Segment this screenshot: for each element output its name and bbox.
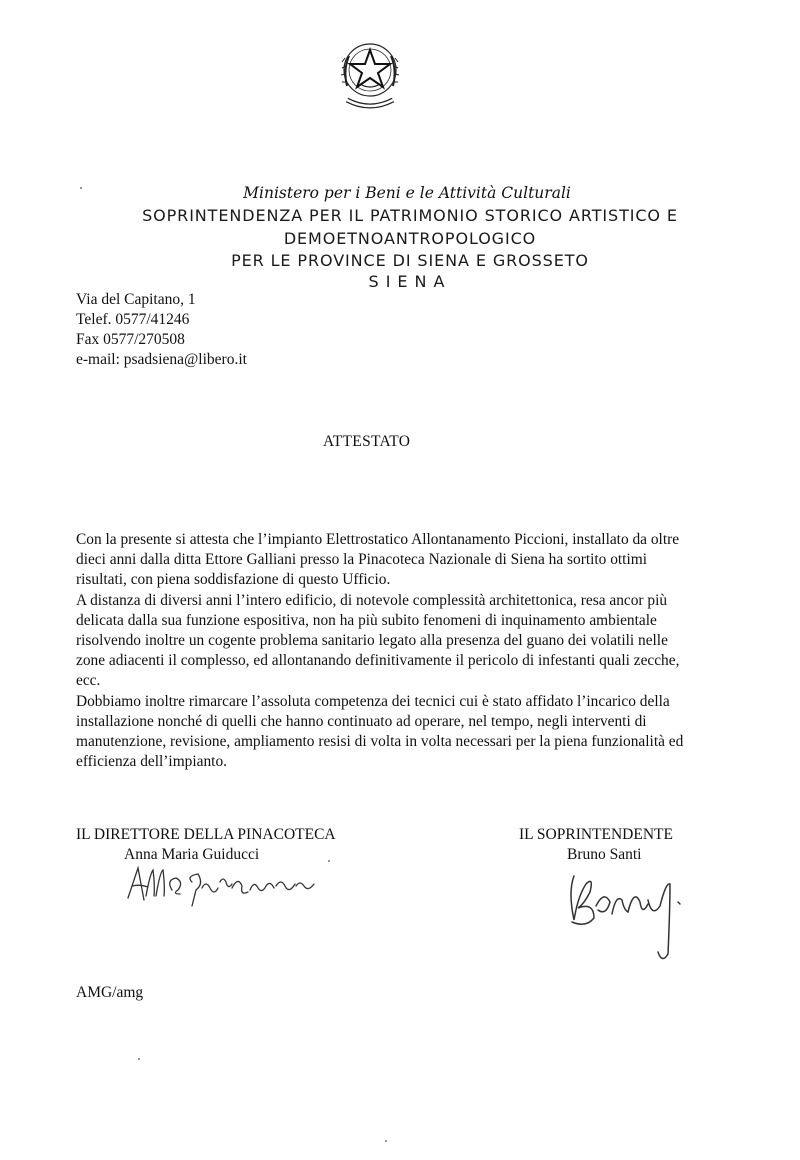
body-line: manutenzione, revisione, ampliamento resisi di volta in volta necessari per la piena funzionalità ed — [76, 733, 684, 751]
body-line: delicata dalla sua funzione espositiva, non ha più subito fenomeni di inquinamento ambientale — [76, 611, 657, 629]
address-email: e-mail: psadsiena@libero.it — [76, 351, 247, 368]
paper-speck — [385, 1140, 387, 1142]
director-title: IL DIRETTORE DELLA PINACOTECA — [76, 826, 336, 843]
body-line: risultati, con piena soddisfazione di questo Ufficio. — [76, 571, 391, 589]
body-line: dieci anni dalla ditta Ettore Galliani presso la Pinacoteca Nazionale di Siena ha sortito ottimi — [76, 551, 647, 569]
body-line: risolvendo inoltre un cogente problema sanitario legato alla presenza del guano dei volatili nelle — [76, 632, 668, 650]
document-title: ATTESTATO — [323, 433, 411, 450]
body-line: Con la presente si attesta che l’impianto Elettrostatico Allontanamento Piccioni, installato da oltre — [76, 531, 680, 548]
office-name-line-1: SOPRINTENDENZA PER IL PATRIMONIO STORICO ARTISTICO E — [142, 206, 678, 225]
paper-speck — [328, 860, 330, 862]
superintendent-name: Bruno Santi — [567, 846, 642, 863]
address-block — [76, 290, 247, 370]
body-line: installazione nonché di quelli che hanno continuato ad operare, nel tempo, negli interventi di — [76, 712, 647, 730]
address-phone: Telef. 0577/41246 — [76, 311, 190, 328]
director-name: Anna Maria Guiducci — [124, 846, 260, 863]
ministry-name: Ministero per i Beni e le Attività Culturali — [243, 184, 571, 202]
superintendent-signature — [560, 862, 700, 962]
director-signature — [120, 860, 330, 910]
body-line: zone adiacenti il complesso, ed allontanando definitivamente il pericolo di infestanti quali zecche, — [76, 652, 680, 670]
office-city: SIENA — [368, 272, 452, 291]
office-name-line-3: PER LE PROVINCE DI SIENA E GROSSETO — [231, 251, 589, 270]
office-name-line-2: DEMOETNOANTROPOLOGICO — [283, 229, 537, 248]
reference-initials: AMG/amg — [76, 984, 144, 1001]
body-line: A distanza di diversi anni l’intero edificio, di notevole complessità architettonica, resa ancor più — [76, 591, 668, 609]
paper-speck — [138, 1058, 140, 1060]
superintendent-title: IL SOPRINTENDENTE — [519, 826, 673, 843]
paper-speck — [80, 187, 82, 189]
address-street: Via del Capitano, 1 — [76, 291, 196, 308]
address-fax: Fax 0577/270508 — [76, 331, 185, 348]
body-line: ecc. — [76, 672, 101, 690]
body-line: efficienza dell’impianto. — [76, 753, 227, 771]
body-line: Dobbiamo inoltre rimarcare l’assoluta competenza dei tecnici cui è stato affidato l’incarico della — [76, 692, 670, 710]
italian-republic-emblem-icon — [333, 36, 407, 118]
body-text — [76, 530, 766, 772]
